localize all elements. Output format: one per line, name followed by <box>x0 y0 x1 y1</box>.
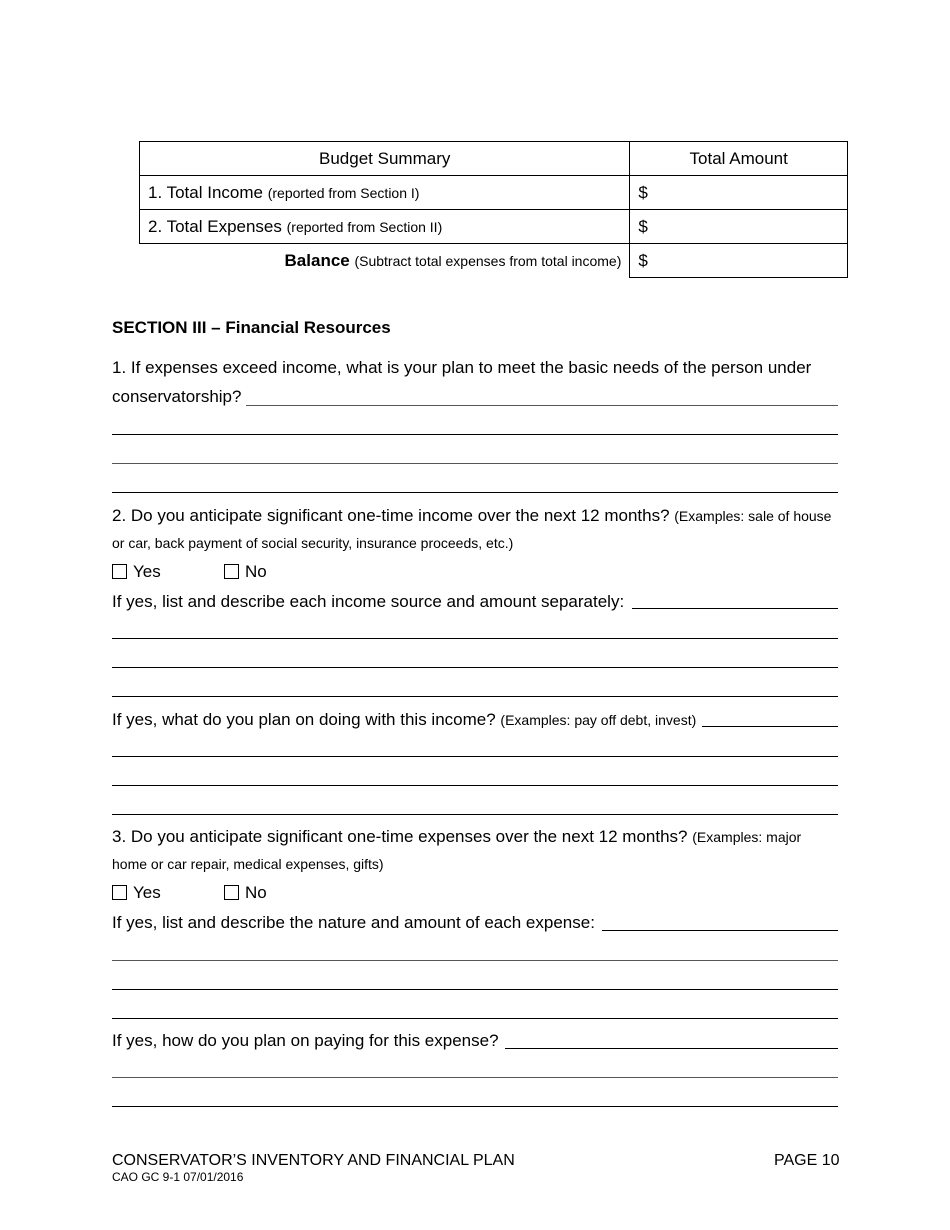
budget-summary-header: Budget Summary <box>140 142 630 176</box>
total-amount-header: Total Amount <box>630 142 848 176</box>
q1-text-line1: 1. If expenses exceed income, what is your plan to meet the basic needs of the person under <box>112 358 812 377</box>
q3-yes-option[interactable] <box>112 883 161 903</box>
q2-followup2-question: If yes, what do you plan on doing with this income? <box>112 710 496 729</box>
balance-row <box>140 244 848 278</box>
q3-payment-line[interactable] <box>112 1077 838 1078</box>
budget-summary-table <box>139 141 848 278</box>
balance-note: (Subtract total expenses from total income) <box>354 252 622 269</box>
budget-header-row <box>140 142 848 176</box>
q1-text-line2: conservatorship? <box>112 387 242 406</box>
q2-no-label: No <box>245 562 267 581</box>
q3-yes-checkbox[interactable] <box>112 885 127 900</box>
q3-expense-line[interactable] <box>112 989 838 990</box>
q1-answer-line[interactable] <box>112 463 838 464</box>
total-expenses-label: 2. Total Expenses <box>148 216 282 236</box>
q2-income-line[interactable] <box>112 638 838 639</box>
q2-question: 2. Do you anticipate significant one-time income over the next 12 months? <box>112 506 670 525</box>
footer-title: CONSERVATOR’S INVENTORY AND FINANCIAL PLAN <box>112 1152 515 1169</box>
section-title: SECTION III – Financial Resources <box>112 318 391 337</box>
total-income-row <box>140 176 848 210</box>
total-income-label-cell <box>140 176 630 210</box>
total-expenses-note: (reported from Section II) <box>286 218 443 235</box>
q1-answer-line[interactable] <box>112 434 838 435</box>
balance-amount-field[interactable]: $ <box>630 244 848 278</box>
q2-text <box>112 506 831 526</box>
q3-expense-line[interactable] <box>602 930 838 931</box>
q3-payment-line[interactable] <box>505 1048 838 1049</box>
footer-form-id: CAO GC 9-1 07/01/2016 <box>112 1170 244 1184</box>
total-expenses-amount-field[interactable]: $ <box>630 210 848 244</box>
q3-expense-line[interactable] <box>112 960 838 961</box>
balance-label-cell <box>140 244 630 278</box>
total-income-note: (reported from Section I) <box>267 184 420 201</box>
q2-plan-line[interactable] <box>702 726 838 727</box>
q2-yes-checkbox[interactable] <box>112 564 127 579</box>
q2-no-option[interactable] <box>224 562 267 582</box>
q2-plan-line[interactable] <box>112 785 838 786</box>
q2-yes-option[interactable] <box>112 562 161 582</box>
q2-income-line[interactable] <box>112 667 838 668</box>
q3-yes-label: Yes <box>133 883 161 902</box>
q2-income-line[interactable] <box>112 696 838 697</box>
q3-expense-line[interactable] <box>112 1018 838 1019</box>
q1-answer-line[interactable] <box>246 405 838 406</box>
total-expenses-row <box>140 210 848 244</box>
q3-text <box>112 827 801 847</box>
q2-yes-label: Yes <box>133 562 161 581</box>
q2-no-checkbox[interactable] <box>224 564 239 579</box>
q2-followup2-examples: (Examples: pay off debt, invest) <box>500 712 697 728</box>
q3-followup2: If yes, how do you plan on paying for this expense? <box>112 1031 499 1050</box>
q3-question: 3. Do you anticipate significant one-time expenses over the next 12 months? <box>112 827 688 846</box>
q2-plan-line[interactable] <box>112 756 838 757</box>
q3-no-label: No <box>245 883 267 902</box>
q2-followup1: If yes, list and describe each income source and amount separately: <box>112 592 625 611</box>
balance-label: Balance <box>284 250 350 270</box>
q3-payment-line[interactable] <box>112 1106 838 1107</box>
q3-no-checkbox[interactable] <box>224 885 239 900</box>
total-expenses-label-cell <box>140 210 630 244</box>
q2-examples-cont: or car, back payment of social security, insurance proceeds, etc.) <box>112 535 514 551</box>
q3-followup1: If yes, list and describe the nature and amount of each expense: <box>112 913 595 932</box>
q1-answer-line[interactable] <box>112 492 838 493</box>
q3-no-option[interactable] <box>224 883 267 903</box>
q2-examples: (Examples: sale of house <box>674 508 832 524</box>
q3-examples-cont: home or car repair, medical expenses, gifts) <box>112 856 384 872</box>
total-income-amount-field[interactable]: $ <box>630 176 848 210</box>
q2-followup2 <box>112 710 696 730</box>
q2-plan-line[interactable] <box>112 814 838 815</box>
q3-examples: (Examples: major <box>692 829 802 845</box>
total-income-label: 1. Total Income <box>148 182 263 202</box>
q2-income-line[interactable] <box>632 608 838 609</box>
footer-page-number: PAGE 10 <box>774 1152 840 1169</box>
